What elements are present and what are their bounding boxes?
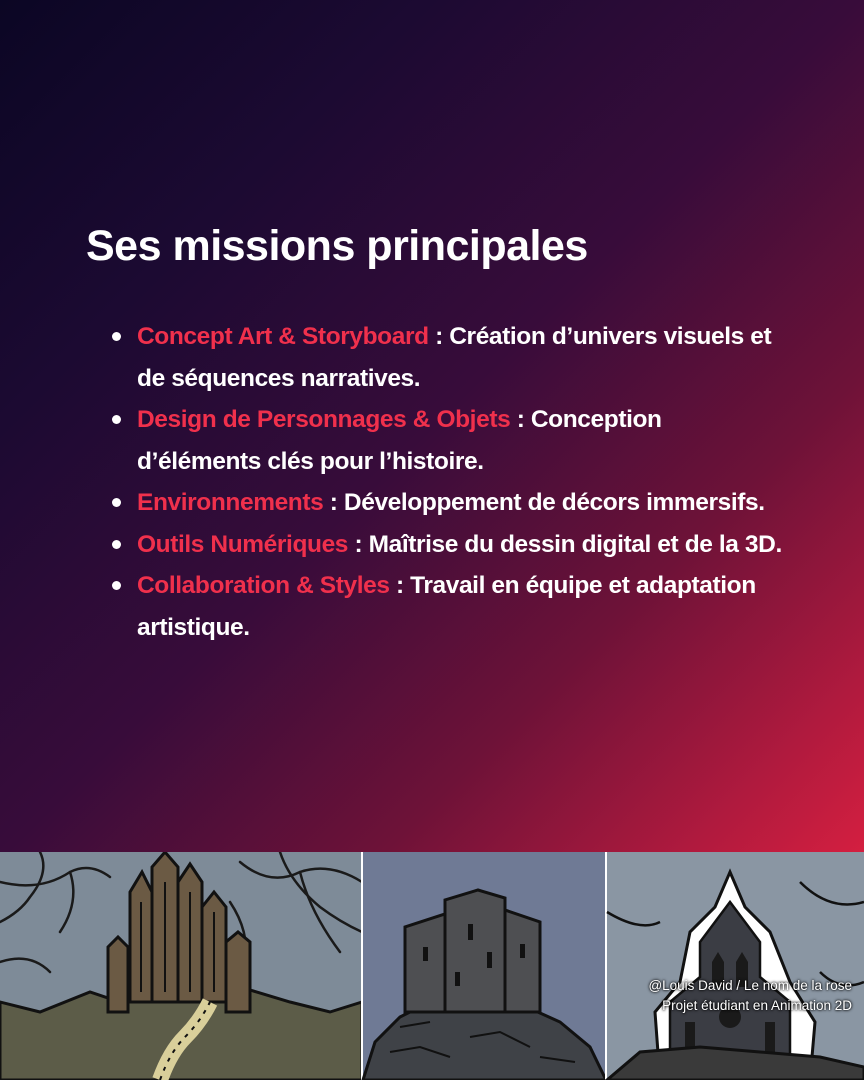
illustration-artwork: [0, 852, 864, 1080]
missions-list: [110, 316, 790, 648]
ruined-tower-castle-illustration: [0, 852, 362, 1080]
mission-item: [110, 524, 790, 566]
gothic-cathedral-illustration: [607, 852, 864, 1080]
bullet-icon: [112, 415, 121, 424]
mission-description: : Travail en équipe et adaptation artistique.: [137, 572, 756, 641]
mission-description: : Développement de décors immersifs.: [323, 489, 765, 516]
mission-keyword: Environnements: [137, 489, 324, 516]
mission-description: : Maîtrise du dessin digital et de la 3D.: [348, 530, 782, 558]
bullet-icon: [112, 332, 121, 341]
mission-item: [110, 399, 790, 482]
mission-description: : Création d’univers visuels et de séquences narratives.: [137, 323, 772, 392]
bullet-icon: [112, 540, 121, 549]
twin-tower-fortress-illustration: [363, 852, 606, 1080]
illustration-strip: [0, 852, 864, 1080]
mission-item: [110, 482, 790, 524]
mission-item: [110, 565, 790, 648]
slide-title: Ses missions principales: [86, 222, 588, 270]
bullet-icon: [112, 581, 121, 590]
mission-keyword: Concept Art & Storyboard: [137, 323, 429, 350]
image-credit: [648, 976, 852, 1016]
mission-keyword: Outils Numériques: [137, 530, 349, 558]
mission-keyword: Design de Personnages & Objets: [137, 406, 511, 433]
mission-description: : Conception d’éléments clés pour l’histoire.: [137, 406, 662, 475]
credit-line: Projet étudiant en Animation 2D: [662, 998, 852, 1013]
mission-item: [110, 316, 790, 399]
mission-keyword: Collaboration & Styles: [137, 572, 390, 599]
bullet-icon: [112, 498, 121, 507]
credit-line: @Louis David / Le nom de la rose: [648, 978, 852, 993]
